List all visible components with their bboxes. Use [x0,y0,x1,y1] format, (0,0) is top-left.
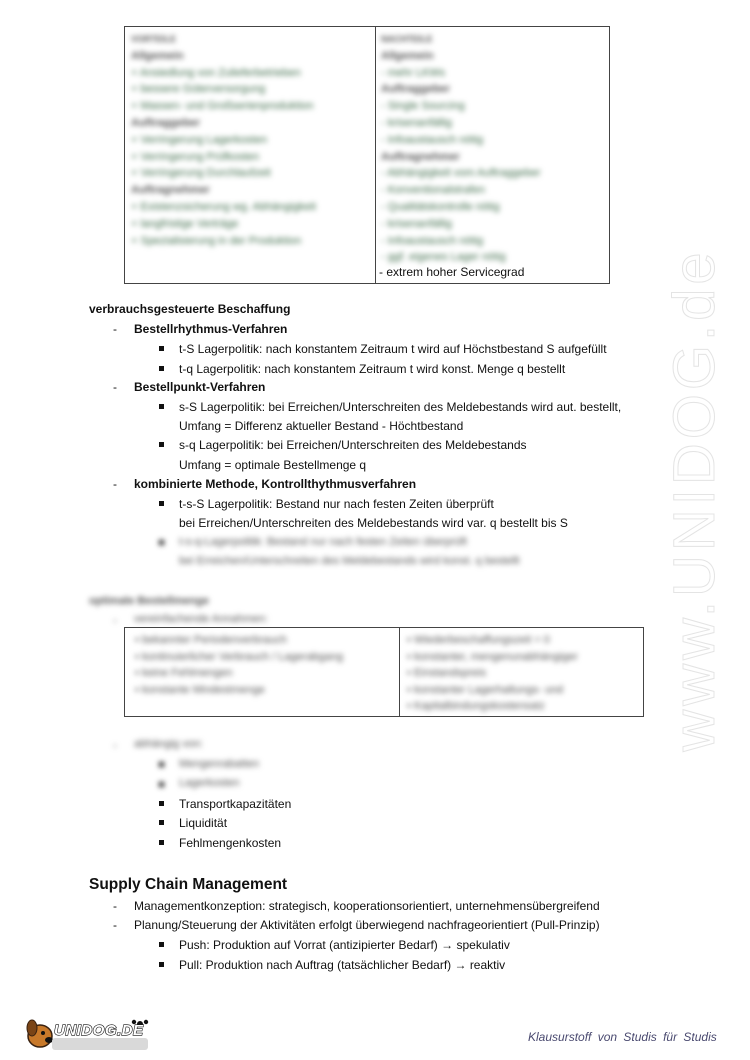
list-item: s-q Lagerpolitik: bei Erreichen/Unterschreiten des Meldebestands [179,438,527,452]
table-item: + Ansiedlung von Zulieferbetrieben [131,66,301,79]
square-bullet [159,366,164,371]
square-bullet [159,540,164,545]
section-heading-scm: Supply Chain Management [89,876,288,893]
dash-bullet: - [113,380,117,394]
table-category: Auftraggeber [381,83,451,96]
list-item: Mengenrabatten [179,758,260,770]
list-item: vereinfachende Annahmen: [134,613,268,625]
table-category: Auftragnehmer [381,150,460,163]
list-item: t-S Lagerpolitik: nach konstantem Zeitraum t wird auf Höchstbestand S aufgefüllt [179,342,607,356]
assumptions-right-column [407,632,637,715]
assumption-item: ▪ keine Fehlmengen [135,667,233,679]
list-item-continuation: bei Erreichen/Unterschreiten des Meldebestands wird var. q bestellt bis S [179,516,568,530]
table-item: - krisenanfällig [381,116,452,129]
square-bullet [159,501,164,506]
list-item: Liquidität [179,816,228,830]
table-category: Allgemein [131,49,184,62]
assumption-item: ▪ konstante Mindestmenge [135,683,265,696]
dash-bullet: - [113,477,117,491]
list-item-continuation: Umfang = optimale Bestellmenge q [179,458,367,472]
table-item: - Single Sourcing [381,100,465,113]
list-item: t-q Lagerpolitik: nach konstantem Zeitraum t wird konst. Menge q bestellt [179,362,566,376]
list-item: Pull: Produktion nach Auftrag (tatsächlicher Bedarf) → reaktiv [179,958,506,972]
square-bullet [159,942,164,947]
footer-slogan: Klausurstoff von Studis für Studis [528,1030,717,1044]
table-item: - Infoaustausch nötig [381,133,484,146]
assumptions-table [124,627,644,717]
table-item: - Abhängigkeit vom Auftraggeber [381,167,541,180]
watermark-text: www.UNIDOG.de [661,248,727,752]
list-item: Bestellpunkt-Verfahren [134,380,266,394]
table-item: + Massen- und Großserienproduktion [131,100,314,113]
list-item: Transportkapazitäten [179,797,292,811]
dash-bullet: - [113,899,117,913]
assumption-item: ▪ konstanter, mengenunabhängiger [407,650,578,663]
table-item: - Konventionalstrafen [381,184,485,197]
list-item: Planung/Steuerung der Aktivitäten erfolgt überwiegend nachfrageorientiert (Pull-Prinzip) [134,918,600,932]
list-item: Lagerkosten [179,777,240,789]
square-bullet [159,820,164,825]
list-item-continuation: Umfang = Differenz aktueller Bestand - Höchtbestand [179,419,464,433]
table-item: + Verringerung Prüfkosten [131,150,260,163]
table-last-row: - extrem hoher Servicegrad [379,265,525,279]
assumption-item: ▪ Kapitalbindungskostensatz [407,700,545,712]
list-item: Fehlmengenkosten [179,836,282,850]
square-bullet [159,782,164,787]
assumption-item: ▪ bekannter Periodenverbrauch [135,634,287,646]
disadvantages-header: NACHTEILE [381,34,433,44]
assumption-item: ▪ konstanter Lagerhaltungs- und [407,683,564,696]
logo-text: UNIDOG.DE [54,1022,144,1039]
list-item: Push: Produktion auf Vorrat (antizipierter Bedarf) → spekulativ [179,938,510,952]
list-item: Managementkonzeption: strategisch, kooperationsorientiert, unternehmensübergreifend [134,899,600,913]
square-bullet [159,801,164,806]
advantages-header: VORTEILE [131,34,177,44]
square-bullet [159,762,164,767]
square-bullet [159,442,164,447]
table-category: Auftraggeber [131,116,201,129]
table-item: + Verringerung Lagerkosten [131,133,268,146]
assumption-item: ▪ Einstandspreis [407,667,487,679]
table-item: - mehr LKWs [381,66,446,79]
table-item: + Spezialisierung in der Produktion [131,234,302,247]
square-bullet [159,404,164,409]
disadvantages-column [381,31,605,266]
table-item: + Existenzsicherung wg. Abhängigkeit [131,200,316,213]
square-bullet [159,962,164,967]
table-category: Auftragnehmer [131,184,210,197]
table-item: - ggf. eigenes Lager nötig [381,251,506,264]
list-item: t-s-q-Lagerpolitik: Bestand nur nach festen Zeiten überprüft [179,536,467,548]
dash-bullet: - [113,613,117,627]
list-item: abhängig von: [134,738,204,750]
section-heading-optimal-order: optimale Bestellmenge [89,595,209,607]
table-item: - Infoaustausch nötig [381,234,484,247]
dash-bullet: - [113,322,117,336]
section-heading-consumption: verbrauchsgesteuerte Beschaffung [89,302,291,316]
dash-bullet: - [113,918,117,932]
assumption-item: ▪ Wiederbeschaffungszeit = 0 [407,634,550,646]
dash-bullet: - [113,738,117,752]
table-category: Allgemein [381,49,434,62]
list-item: s-S Lagerpolitik: bei Erreichen/Unterschreiten des Meldebestands wird aut. bestellt, [179,400,622,414]
square-bullet [159,346,164,351]
advantages-table [124,26,610,284]
table-item: - krisenanfällig [381,217,452,230]
assumption-item: ▪ kontinuierlicher Verbrauch / Lagerabgang [135,650,344,663]
list-item: kombinierte Methode, Kontrollthythmusverfahren [134,477,417,491]
list-item-continuation: bei Erreichen/Unterschreiten des Meldebestands wird konst. q bestellt [179,555,520,567]
list-item: Bestellrhythmus-Verfahren [134,322,288,336]
assumptions-left-column [135,632,393,698]
table-divider [375,27,376,283]
table-item: + Verringerung Durchlaufzeit [131,167,271,180]
list-item: t-s-S Lagerpolitik: Bestand nur nach festen Zeiten überprüft [179,497,494,511]
table-item: + langfristige Verträge [131,217,239,230]
square-bullet [159,840,164,845]
table-item: - Qualitätskontrolle nötig [381,200,500,213]
table-item: + bessere Güterversorgung [131,83,266,96]
advantages-column [131,31,371,249]
table-divider [399,628,400,716]
